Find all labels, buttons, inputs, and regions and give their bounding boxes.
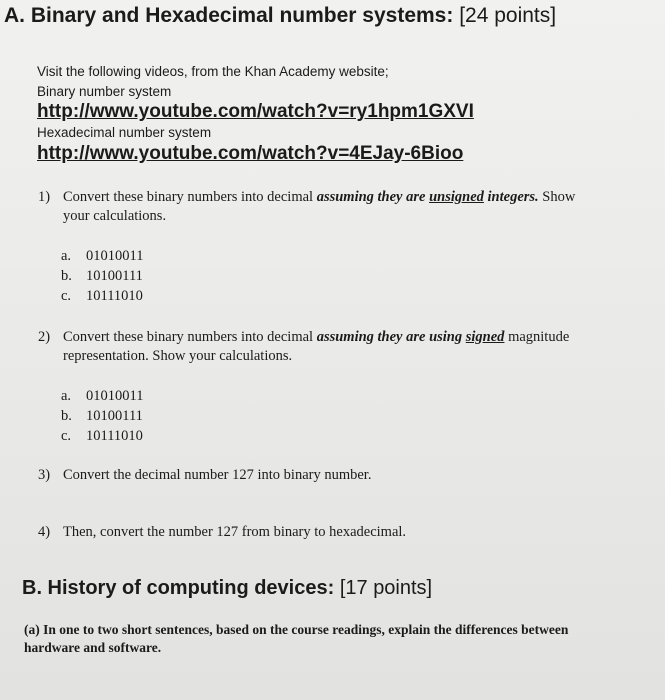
- section-a-heading: [4, 4, 556, 28]
- section-a-points: [24 points]: [459, 4, 557, 27]
- section-b-question-a: (a) In one to two short sentences, based on the course readings, explain the differences between hardware and software.: [24, 622, 569, 655]
- question-1-text: Convert these binary numbers into decimal assuming they are unsigned integers. Show your calculations.: [63, 189, 576, 224]
- section-b-heading: [22, 577, 432, 600]
- q1-item-c: c. 10111010: [61, 288, 143, 304]
- question-1-number: 1): [38, 189, 51, 205]
- q2-item-c: c. 10111010: [61, 428, 143, 444]
- q2-item-b: b. 10100111: [61, 408, 143, 424]
- question-4-text: Then, convert the number 127 from binary to hexadecimal.: [63, 524, 407, 540]
- section-a-title: A. Binary and Hexadecimal number systems:: [4, 4, 454, 27]
- question-3-number: 3): [38, 467, 51, 483]
- intro-text: Visit the following videos, from the Khan Academy website;: [37, 64, 389, 79]
- binary-label: Binary number system: [37, 84, 172, 99]
- binary-video-link[interactable]: http://www.youtube.com/watch?v=ry1hpm1GXVI: [37, 101, 474, 122]
- question-3-text: Convert the decimal number 127 into binary number.: [63, 467, 372, 483]
- q1-item-a: a. 01010011: [61, 248, 144, 264]
- hex-label: Hexadecimal number system: [37, 125, 212, 140]
- q1-item-b: b. 10100111: [61, 268, 143, 284]
- question-4-number: 4): [38, 524, 51, 540]
- question-2-number: 2): [38, 329, 51, 345]
- q2-item-a: a. 01010011: [61, 388, 144, 404]
- section-b-points: [17 points]: [339, 577, 433, 599]
- hex-video-link[interactable]: http://www.youtube.com/watch?v=4EJay-6Bioo: [37, 143, 464, 164]
- question-2-text: Convert these binary numbers into decimal assuming they are using signed magnitude representation. Show your calculations.: [63, 329, 570, 364]
- section-b-title: B. History of computing devices:: [22, 577, 335, 599]
